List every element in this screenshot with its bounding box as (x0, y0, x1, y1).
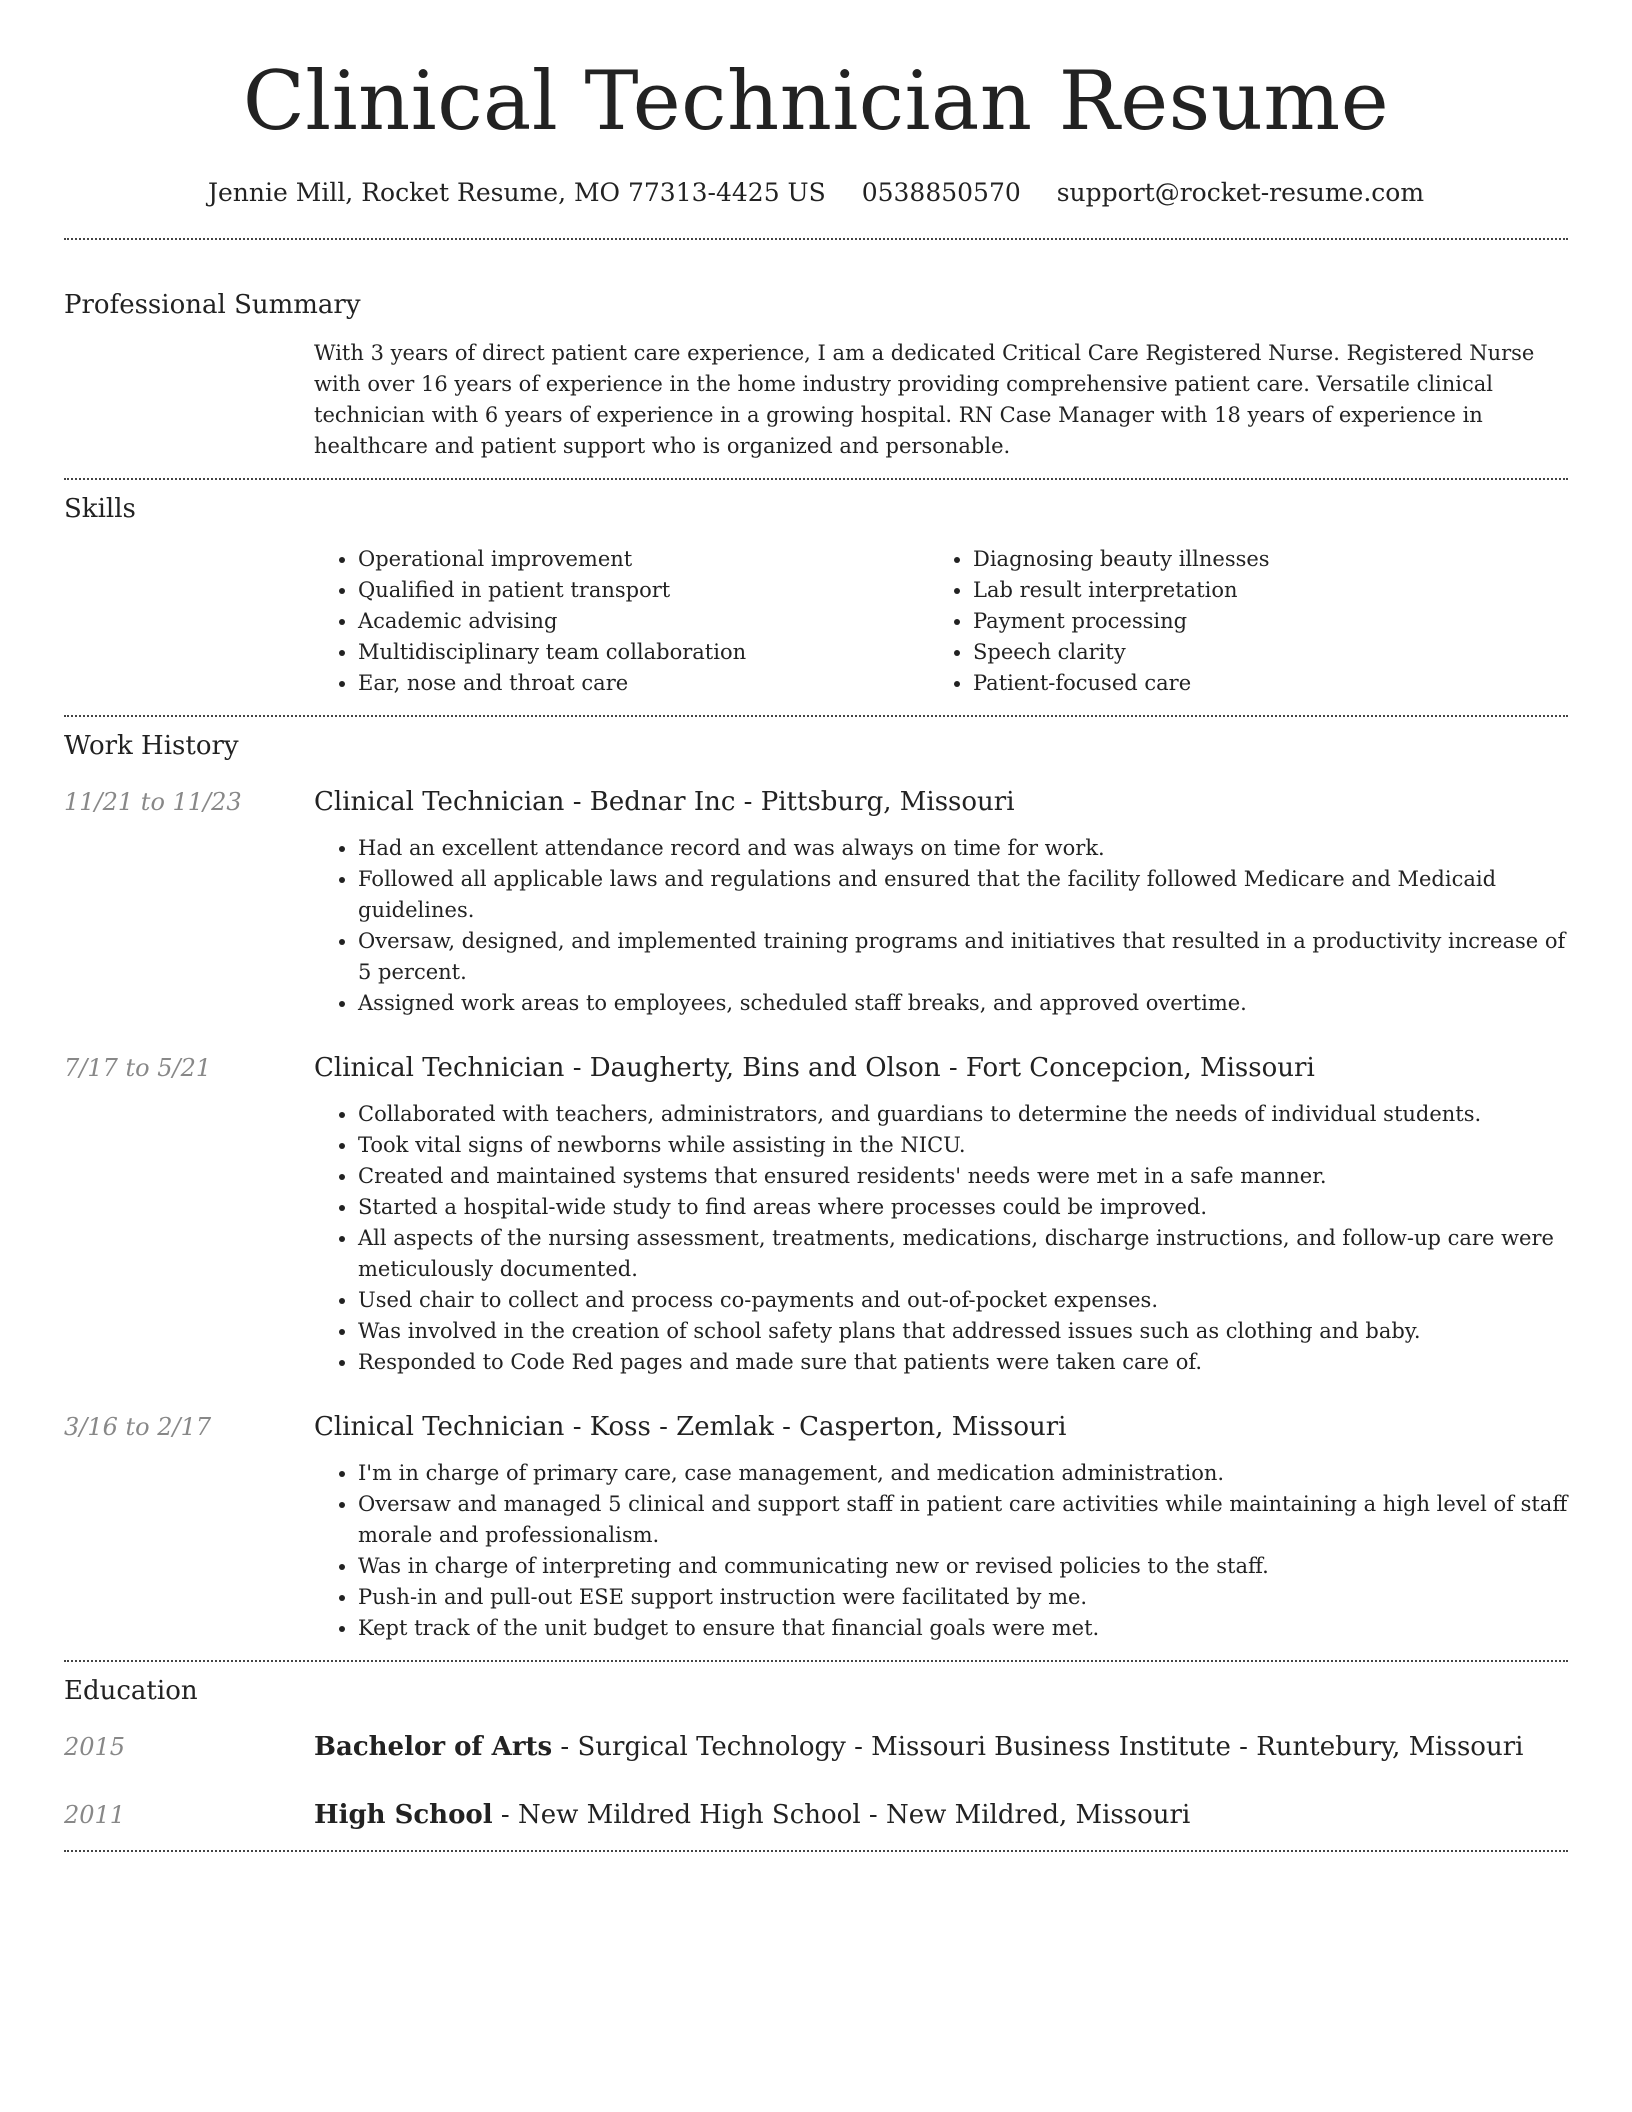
job-heading: Clinical Technician - Koss - Zemlak - Casperton, Missouri (314, 1412, 1067, 1442)
education-entry (64, 1798, 1568, 1832)
education-year: 2015 (64, 1733, 126, 1761)
divider (64, 478, 1568, 480)
job-dates: 3/16 to 2/17 (64, 1413, 212, 1441)
education-section (64, 1674, 1568, 1832)
skill-item: • Academic advising (358, 606, 929, 637)
job-bullet: • Created and maintained systems that ensured residents' needs were met in a safe manner. (358, 1161, 1568, 1192)
job-title: Clinical Technician (314, 1053, 565, 1083)
job-entry (64, 1410, 1568, 1644)
job-entry (64, 785, 1568, 1019)
summary-section (64, 288, 1568, 462)
summary-heading: Professional Summary (64, 290, 361, 320)
skill-item: • Operational improvement (358, 544, 929, 575)
job-bullet: • Push-in and pull-out ESE support instruction were facilitated by me. (358, 1582, 1568, 1613)
skill-item: • Qualified in patient transport (358, 575, 929, 606)
job-bullet: • Used chair to collect and process co-payments and out-of-pocket expenses. (358, 1285, 1568, 1316)
job-dates: 11/21 to 11/23 (64, 788, 242, 816)
job-bullet: • Had an excellent attendance record and was always on time for work. (358, 833, 1568, 864)
skill-item: • Speech clarity (973, 637, 1544, 668)
job-bullet: • Kept track of the unit budget to ensure that financial goals were met. (358, 1613, 1568, 1644)
divider (64, 1660, 1568, 1662)
job-bullet: • Was involved in the creation of school safety plans that addressed issues such as clothing and baby. (358, 1316, 1568, 1347)
job-employer: Bednar Inc - Pittsburg, Missouri (589, 787, 1015, 817)
skill-item: • Ear, nose and throat care (358, 668, 929, 699)
job-bullet: • Oversaw and managed 5 clinical and support staff in patient care activities while maintaining a high level of staff morale and professionalism. (358, 1489, 1568, 1551)
education-detail: New Mildred High School - New Mildred, Missouri (517, 1800, 1191, 1830)
job-bullet: • Collaborated with teachers, administrators, and guardians to determine the needs of individual students. (358, 1099, 1568, 1130)
skills-heading: Skills (64, 494, 136, 524)
skills-column-right (929, 544, 1544, 699)
resume-title: Clinical Technician Resume (242, 55, 1390, 149)
job-employer: Koss - Zemlak - Casperton, Missouri (589, 1412, 1067, 1442)
contact-email: support@rocket-resume.com (1056, 178, 1425, 207)
contact-info (64, 176, 1568, 210)
job-bullet: • I'm in charge of primary care, case management, and medication administration. (358, 1458, 1568, 1489)
skill-item: • Payment processing (973, 606, 1544, 637)
education-detail: Surgical Technology - Missouri Business Institute - Runtebury, Missouri (577, 1732, 1524, 1762)
contact-address: Jennie Mill, Rocket Resume, MO 77313-4425 US (207, 178, 826, 207)
job-bullet: • Followed all applicable laws and regulations and ensured that the facility followed Medicare and Medicaid guidelines. (358, 864, 1568, 926)
work-section (64, 729, 1568, 1644)
education-heading-line: Bachelor of Arts - Surgical Technology - Missouri Business Institute - Runtebury, Missouri (314, 1732, 1524, 1762)
job-title: Clinical Technician (314, 787, 565, 817)
divider (64, 1850, 1568, 1852)
job-employer: Daugherty, Bins and Olson - Fort Concepcion, Missouri (589, 1053, 1315, 1083)
skill-item: • Multidisciplinary team collaboration (358, 637, 929, 668)
education-heading: Education (64, 1676, 198, 1706)
skill-item: • Lab result interpretation (973, 575, 1544, 606)
skills-grid (314, 544, 1568, 699)
job-bullet: • Was in charge of interpreting and communicating new or revised policies to the staff. (358, 1551, 1568, 1582)
education-year: 2011 (64, 1801, 126, 1829)
job-bullet: • Oversaw, designed, and implemented training programs and initiatives that resulted in a productivity increase of 5 percent. (358, 926, 1568, 988)
education-degree: High School (314, 1800, 493, 1830)
summary-text: With 3 years of direct patient care experience, I am a dedicated Critical Care Registered Nurse. Registered Nurse with over 16 years of experience in the home industry providing comprehensive patient care. Versatile clinical technician with 6 years of experience in a growing hospital. RN Case Manager with 18 years of experience in healthcare and patient support who is organized and personable. (314, 341, 1535, 458)
skills-column-left (314, 544, 929, 699)
job-dates: 7/17 to 5/21 (64, 1054, 212, 1082)
divider (64, 715, 1568, 717)
resume-page (64, 0, 1568, 1852)
education-heading-line: High School - New Mildred High School - New Mildred, Missouri (314, 1800, 1191, 1830)
job-title: Clinical Technician (314, 1412, 565, 1442)
education-degree: Bachelor of Arts (314, 1732, 553, 1762)
contact-phone: 0538850570 (861, 178, 1021, 207)
job-bullet: • Assigned work areas to employees, scheduled staff breaks, and approved overtime. (358, 988, 1568, 1019)
job-heading: Clinical Technician - Daugherty, Bins and Olson - Fort Concepcion, Missouri (314, 1053, 1315, 1083)
job-bullet: • Responded to Code Red pages and made sure that patients were taken care of. (358, 1347, 1568, 1378)
skill-item: • Patient-focused care (973, 668, 1544, 699)
job-entry (64, 1051, 1568, 1378)
job-heading: Clinical Technician - Bednar Inc - Pittsburg, Missouri (314, 787, 1015, 817)
job-bullet: • Took vital signs of newborns while assisting in the NICU. (358, 1130, 1568, 1161)
divider (64, 238, 1568, 240)
skill-item: • Diagnosing beauty illnesses (973, 544, 1544, 575)
job-bullet: • Started a hospital-wide study to find areas where processes could be improved. (358, 1192, 1568, 1223)
work-heading: Work History (64, 731, 239, 761)
job-bullet: • All aspects of the nursing assessment, treatments, medications, discharge instructions, and follow-up care were meticulously documented. (358, 1223, 1568, 1285)
skills-section (64, 492, 1568, 699)
education-entry (64, 1730, 1568, 1764)
